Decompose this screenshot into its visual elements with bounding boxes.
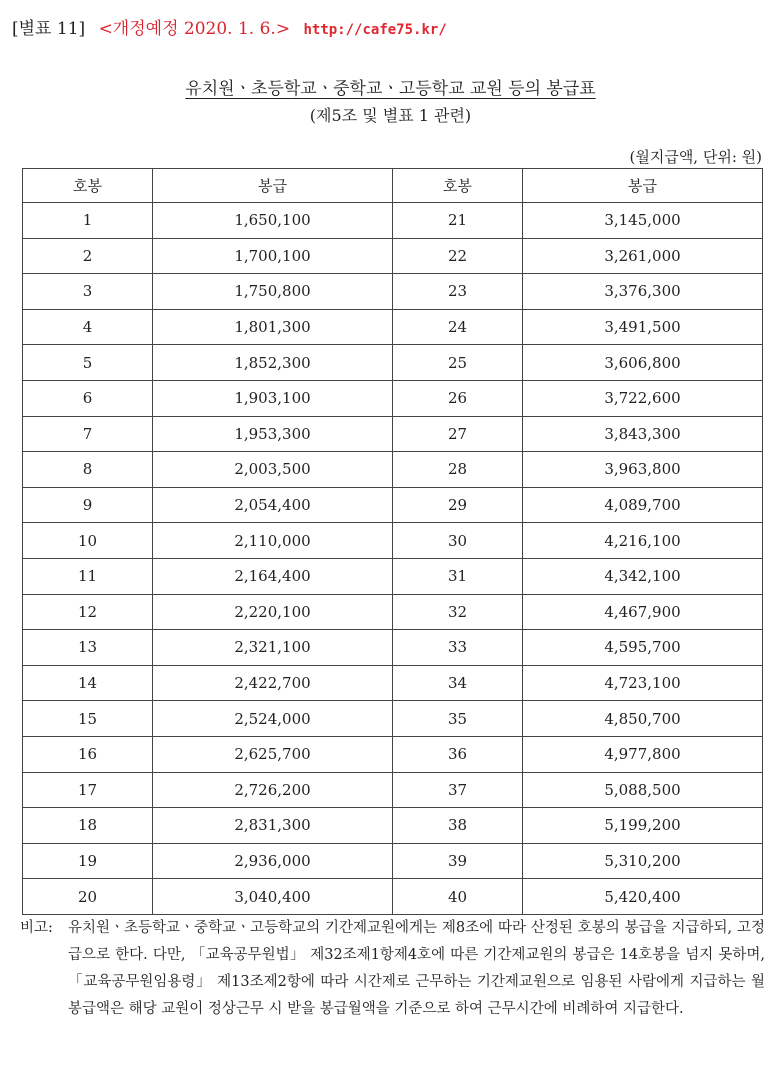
appendix-label: [별표 11]	[12, 19, 86, 39]
step-cell: 10	[23, 523, 153, 559]
step-cell: 7	[23, 416, 153, 452]
step-cell: 32	[393, 594, 523, 630]
remarks-section	[20, 915, 765, 1023]
pay-cell: 2,831,300	[153, 808, 393, 844]
pay-cell: 2,422,700	[153, 665, 393, 701]
step-cell: 35	[393, 701, 523, 737]
pay-cell: 2,321,100	[153, 630, 393, 666]
column-header-pay: 봉급	[523, 169, 763, 203]
pay-cell: 2,003,500	[153, 452, 393, 488]
pay-cell: 4,850,700	[523, 701, 763, 737]
table-row	[23, 558, 763, 594]
table-row	[23, 238, 763, 274]
step-cell: 5	[23, 345, 153, 381]
table-row	[23, 772, 763, 808]
page-title-text: 유치원ㆍ초등학교ㆍ중학교ㆍ고등학교 교원 등의 봉급표	[185, 79, 596, 99]
table-row	[23, 452, 763, 488]
table-row	[23, 701, 763, 737]
pay-cell: 4,089,700	[523, 487, 763, 523]
table-row	[23, 808, 763, 844]
pay-cell: 4,977,800	[523, 736, 763, 772]
step-cell: 15	[23, 701, 153, 737]
step-cell: 16	[23, 736, 153, 772]
table-row	[23, 380, 763, 416]
pay-cell: 3,261,000	[523, 238, 763, 274]
pay-cell: 2,524,000	[153, 701, 393, 737]
unit-note: (월지급액, 단위: 원)	[629, 148, 762, 166]
table-row	[23, 487, 763, 523]
pay-cell: 3,145,000	[523, 203, 763, 239]
step-cell: 6	[23, 380, 153, 416]
pay-cell: 3,491,500	[523, 309, 763, 345]
step-cell: 39	[393, 843, 523, 879]
column-header-step: 호봉	[23, 169, 153, 203]
step-cell: 4	[23, 309, 153, 345]
salary-table	[22, 168, 763, 915]
pay-cell: 3,376,300	[523, 274, 763, 310]
step-cell: 12	[23, 594, 153, 630]
pay-cell: 2,110,000	[153, 523, 393, 559]
pay-cell: 2,220,100	[153, 594, 393, 630]
pay-cell: 3,606,800	[523, 345, 763, 381]
pay-cell: 1,953,300	[153, 416, 393, 452]
table-row	[23, 630, 763, 666]
pay-cell: 1,750,800	[153, 274, 393, 310]
column-header-step: 호봉	[393, 169, 523, 203]
pay-cell: 1,903,100	[153, 380, 393, 416]
pay-cell: 1,700,100	[153, 238, 393, 274]
pay-cell: 4,595,700	[523, 630, 763, 666]
step-cell: 34	[393, 665, 523, 701]
pay-cell: 2,054,400	[153, 487, 393, 523]
step-cell: 31	[393, 558, 523, 594]
step-cell: 28	[393, 452, 523, 488]
column-header-pay: 봉급	[153, 169, 393, 203]
pay-cell: 5,199,200	[523, 808, 763, 844]
step-cell: 2	[23, 238, 153, 274]
table-row	[23, 345, 763, 381]
table-row	[23, 274, 763, 310]
step-cell: 21	[393, 203, 523, 239]
revision-notice: <개정예정 2020. 1. 6.>	[98, 19, 291, 39]
pay-cell: 2,726,200	[153, 772, 393, 808]
pay-cell: 4,216,100	[523, 523, 763, 559]
pay-cell: 5,420,400	[523, 879, 763, 915]
step-cell: 3	[23, 274, 153, 310]
table-row	[23, 309, 763, 345]
table-row	[23, 594, 763, 630]
table-row	[23, 203, 763, 239]
table-row	[23, 416, 763, 452]
pay-cell: 4,723,100	[523, 665, 763, 701]
pay-cell: 5,310,200	[523, 843, 763, 879]
step-cell: 18	[23, 808, 153, 844]
step-cell: 9	[23, 487, 153, 523]
step-cell: 19	[23, 843, 153, 879]
table-row	[23, 665, 763, 701]
pay-cell: 4,342,100	[523, 558, 763, 594]
step-cell: 24	[393, 309, 523, 345]
page-subtitle: (제5조 및 별표 1 관련)	[309, 106, 472, 125]
step-cell: 11	[23, 558, 153, 594]
pay-cell: 3,040,400	[153, 879, 393, 915]
step-cell: 20	[23, 879, 153, 915]
step-cell: 30	[393, 523, 523, 559]
remarks-label: 비고:	[20, 920, 53, 936]
step-cell: 13	[23, 630, 153, 666]
step-cell: 38	[393, 808, 523, 844]
table-row	[23, 879, 763, 915]
step-cell: 14	[23, 665, 153, 701]
page-title	[0, 74, 781, 99]
table-body	[23, 203, 763, 915]
pay-cell: 3,722,600	[523, 380, 763, 416]
pay-cell: 2,625,700	[153, 736, 393, 772]
pay-cell: 1,650,100	[153, 203, 393, 239]
table-row	[23, 736, 763, 772]
step-cell: 33	[393, 630, 523, 666]
pay-cell: 2,936,000	[153, 843, 393, 879]
remarks-text: 유치원ㆍ초등학교ㆍ중학교ㆍ고등학교의 기간제교원에게는 제8조에 따라 산정된 호봉의 봉급을 지급하되, 고정급으로 한다. 다만, 「교육공무원법」 제32조제1항제4호에 따른 기간제교원의 봉급은 14호봉을 넘지 못하며, 「교육공무원임용령」 제13조제2항에 따라 시간제로 근무하는 기간제교원으로 임용된 사람에게 지급하는 월봉급액은 해당 교원이 정상근무 시 받을 봉급월액을 기준으로 하여 근무시간에 비례하여 지급한다.	[68, 920, 765, 1017]
document-header	[12, 14, 447, 39]
pay-cell: 3,843,300	[523, 416, 763, 452]
step-cell: 22	[393, 238, 523, 274]
step-cell: 26	[393, 380, 523, 416]
step-cell: 8	[23, 452, 153, 488]
step-cell: 36	[393, 736, 523, 772]
step-cell: 29	[393, 487, 523, 523]
step-cell: 23	[393, 274, 523, 310]
step-cell: 27	[393, 416, 523, 452]
table-header-row	[23, 169, 763, 203]
pay-cell: 1,852,300	[153, 345, 393, 381]
step-cell: 25	[393, 345, 523, 381]
pay-cell: 5,088,500	[523, 772, 763, 808]
step-cell: 1	[23, 203, 153, 239]
step-cell: 40	[393, 879, 523, 915]
pay-cell: 3,963,800	[523, 452, 763, 488]
step-cell: 17	[23, 772, 153, 808]
step-cell: 37	[393, 772, 523, 808]
table-row	[23, 843, 763, 879]
table-row	[23, 523, 763, 559]
pay-cell: 2,164,400	[153, 558, 393, 594]
source-url-link[interactable]: http://cafe75.kr/	[303, 22, 447, 38]
pay-cell: 4,467,900	[523, 594, 763, 630]
pay-cell: 1,801,300	[153, 309, 393, 345]
